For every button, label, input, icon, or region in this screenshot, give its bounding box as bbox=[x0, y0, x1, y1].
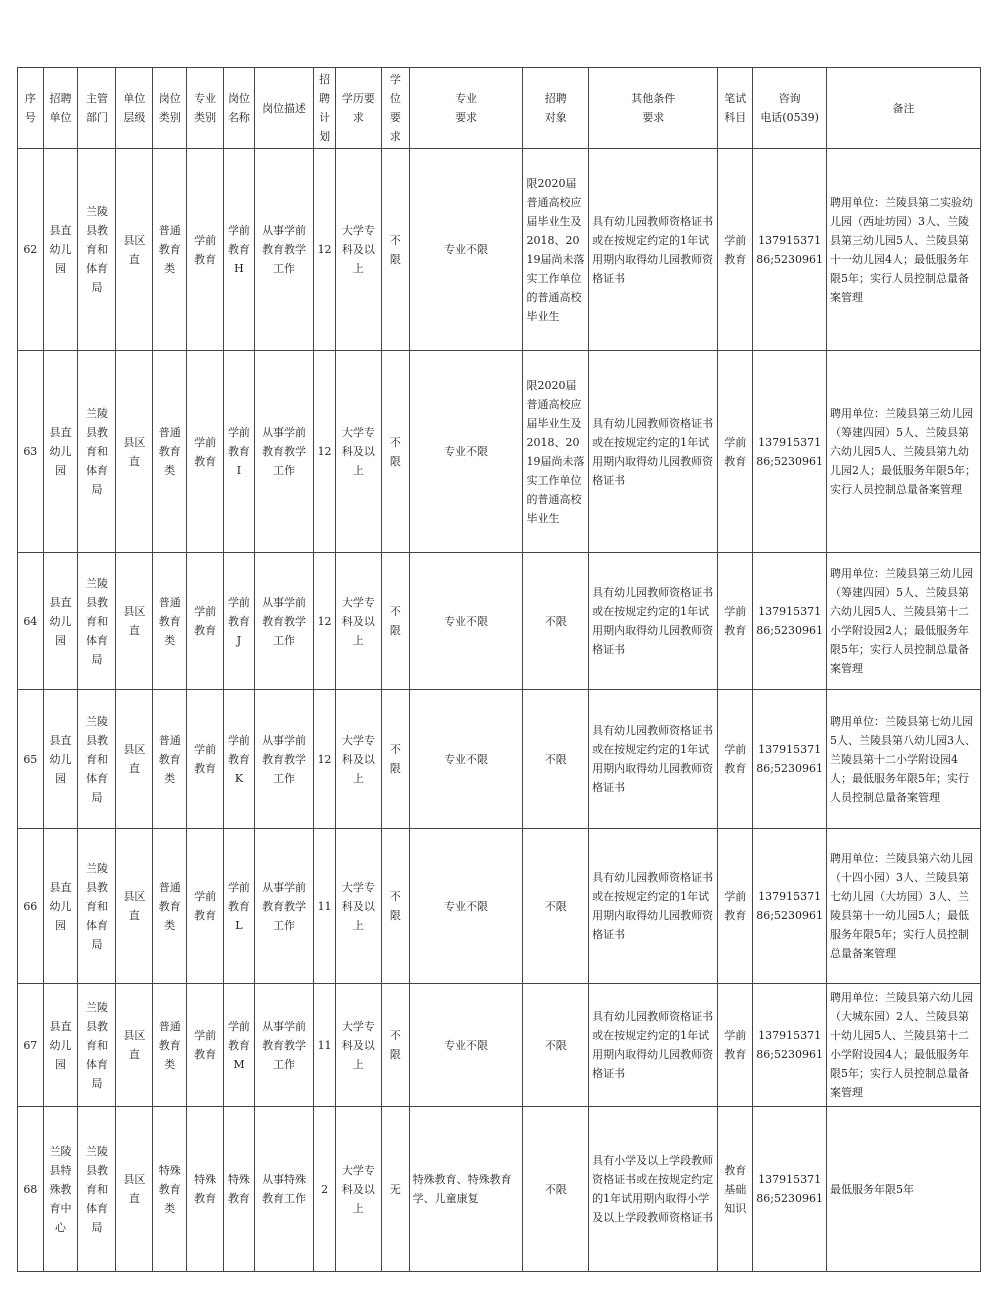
cell-level: 县区直 bbox=[116, 1107, 153, 1272]
table-row bbox=[18, 984, 981, 1107]
cell-exam: 学前教育 bbox=[718, 149, 753, 351]
cell-degree: 不限 bbox=[381, 351, 409, 553]
cell-exam: 学前教育 bbox=[718, 829, 753, 984]
cell-education: 大学专科及以上 bbox=[335, 553, 381, 690]
cell-remark: 聘用单位：兰陵县第七幼儿园5人、兰陵县第八幼儿园3人、兰陵县第十二小学附设园4人；最低服务年限5年；实行人员控制总量备案管理 bbox=[827, 690, 981, 829]
cell-remark: 聘用单位：兰陵县第三幼儿园（筹建四园）5人、兰陵县第六幼儿园5人、兰陵县第九幼儿园2人；最低服务年限5年；实行人员控制总量备案管理 bbox=[827, 351, 981, 553]
cell-authority: 兰陵县教育和体育局 bbox=[78, 690, 116, 829]
cell-seq: 67 bbox=[18, 984, 44, 1107]
cell-post-type: 普通教育类 bbox=[153, 829, 187, 984]
cell-education: 大学专科及以上 bbox=[335, 829, 381, 984]
cell-target: 不限 bbox=[523, 1107, 589, 1272]
cell-major-type: 学前教育 bbox=[187, 984, 224, 1107]
header-plan: 招聘计划 bbox=[314, 68, 336, 149]
table-row bbox=[18, 149, 981, 351]
cell-major-type: 学前教育 bbox=[187, 553, 224, 690]
cell-degree: 无 bbox=[381, 1107, 409, 1272]
cell-unit: 县直幼儿园 bbox=[43, 149, 78, 351]
cell-remark: 聘用单位：兰陵县第六幼儿园（十四小园）3人、兰陵县第七幼儿园（大坊园）3人、兰陵县第十一幼儿园5人；最低服务年限5年；实行人员控制总量备案管理 bbox=[827, 829, 981, 984]
cell-post-name: 学前教育L bbox=[224, 829, 255, 984]
header-remark: 备注 bbox=[827, 68, 981, 149]
cell-unit: 兰陵县特殊教育中心 bbox=[43, 1107, 78, 1272]
table-row bbox=[18, 829, 981, 984]
cell-major-type: 学前教育 bbox=[187, 149, 224, 351]
cell-post-desc: 从事学前教育教学工作 bbox=[254, 149, 313, 351]
cell-post-type: 普通教育类 bbox=[153, 351, 187, 553]
cell-phone: 13791537186;5230961 bbox=[753, 984, 827, 1107]
header-post-desc: 岗位描述 bbox=[254, 68, 313, 149]
cell-post-desc: 从事特殊教育工作 bbox=[254, 1107, 313, 1272]
cell-level: 县区直 bbox=[116, 829, 153, 984]
header-seq: 序号 bbox=[18, 68, 44, 149]
cell-unit: 县直幼儿园 bbox=[43, 351, 78, 553]
cell-target: 不限 bbox=[523, 690, 589, 829]
cell-exam: 学前教育 bbox=[718, 351, 753, 553]
cell-post-type: 特殊教育类 bbox=[153, 1107, 187, 1272]
cell-major-req: 专业不限 bbox=[409, 829, 523, 984]
cell-other: 具有幼儿园教师资格证书或在按规定约定的1年试用期内取得幼儿园教师资格证书 bbox=[589, 553, 718, 690]
cell-other: 具有幼儿园教师资格证书或在按规定约定的1年试用期内取得幼儿园教师资格证书 bbox=[589, 984, 718, 1107]
cell-seq: 64 bbox=[18, 553, 44, 690]
cell-education: 大学专科及以上 bbox=[335, 984, 381, 1107]
cell-phone: 13791537186;5230961 bbox=[753, 351, 827, 553]
cell-level: 县区直 bbox=[116, 351, 153, 553]
cell-level: 县区直 bbox=[116, 553, 153, 690]
cell-major-req: 专业不限 bbox=[409, 984, 523, 1107]
recruitment-table bbox=[17, 67, 981, 1272]
cell-education: 大学专科及以上 bbox=[335, 149, 381, 351]
cell-degree: 不限 bbox=[381, 984, 409, 1107]
cell-major-type: 学前教育 bbox=[187, 690, 224, 829]
cell-post-desc: 从事学前教育教学工作 bbox=[254, 553, 313, 690]
cell-seq: 63 bbox=[18, 351, 44, 553]
cell-major-req: 专业不限 bbox=[409, 690, 523, 829]
header-other: 其他条件 要求 bbox=[589, 68, 718, 149]
cell-exam: 学前教育 bbox=[718, 690, 753, 829]
cell-seq: 62 bbox=[18, 149, 44, 351]
cell-post-type: 普通教育类 bbox=[153, 690, 187, 829]
cell-remark: 聘用单位：兰陵县第三幼儿园（筹建四园）5人、兰陵县第六幼儿园5人、兰陵县第十二小学附设园2人；最低服务年限5年；实行人员控制总量备案管理 bbox=[827, 553, 981, 690]
cell-plan: 11 bbox=[314, 829, 336, 984]
table-header-row bbox=[18, 68, 981, 149]
cell-plan: 12 bbox=[314, 351, 336, 553]
header-phone: 咨询 电话(0539) bbox=[753, 68, 827, 149]
cell-authority: 兰陵县教育和体育局 bbox=[78, 351, 116, 553]
cell-phone: 13791537186;5230961 bbox=[753, 829, 827, 984]
cell-post-type: 普通教育类 bbox=[153, 984, 187, 1107]
cell-phone: 13791537186;5230961 bbox=[753, 1107, 827, 1272]
cell-level: 县区直 bbox=[116, 690, 153, 829]
cell-other: 具有幼儿园教师资格证书或在按规定约定的1年试用期内取得幼儿园教师资格证书 bbox=[589, 829, 718, 984]
cell-target: 不限 bbox=[523, 984, 589, 1107]
cell-phone: 13791537186;5230961 bbox=[753, 690, 827, 829]
cell-degree: 不限 bbox=[381, 553, 409, 690]
cell-plan: 11 bbox=[314, 984, 336, 1107]
cell-education: 大学专科及以上 bbox=[335, 690, 381, 829]
cell-post-type: 普通教育类 bbox=[153, 149, 187, 351]
header-target: 招聘 对象 bbox=[523, 68, 589, 149]
cell-major-req: 特殊教育、特殊教育学、儿童康复 bbox=[409, 1107, 523, 1272]
cell-other: 具有幼儿园教师资格证书或在按规定约定的1年试用期内取得幼儿园教师资格证书 bbox=[589, 149, 718, 351]
cell-remark: 聘用单位：兰陵县第六幼儿园（大城东园）2人、兰陵县第十幼儿园5人、兰陵县第十二小学附设园4人；最低服务年限5年；实行人员控制总量备案管理 bbox=[827, 984, 981, 1107]
cell-post-desc: 从事学前教育教学工作 bbox=[254, 829, 313, 984]
table-row bbox=[18, 690, 981, 829]
cell-post-name: 特殊教育 bbox=[224, 1107, 255, 1272]
header-post-type: 岗位类别 bbox=[153, 68, 187, 149]
cell-degree: 不限 bbox=[381, 149, 409, 351]
cell-remark: 最低服务年限5年 bbox=[827, 1107, 981, 1272]
cell-target: 限2020届普通高校应届毕业生及2018、2019届尚未落实工作单位的普通高校毕业生 bbox=[523, 351, 589, 553]
cell-post-name: 学前教育K bbox=[224, 690, 255, 829]
cell-seq: 65 bbox=[18, 690, 44, 829]
header-exam: 笔试科目 bbox=[718, 68, 753, 149]
cell-post-desc: 从事学前教育教学工作 bbox=[254, 690, 313, 829]
cell-unit: 县直幼儿园 bbox=[43, 984, 78, 1107]
cell-post-desc: 从事学前教育教学工作 bbox=[254, 351, 313, 553]
header-unit: 招聘单位 bbox=[43, 68, 78, 149]
cell-exam: 学前教育 bbox=[718, 984, 753, 1107]
cell-unit: 县直幼儿园 bbox=[43, 690, 78, 829]
cell-exam: 学前教育 bbox=[718, 553, 753, 690]
cell-level: 县区直 bbox=[116, 984, 153, 1107]
cell-phone: 13791537186;5230961 bbox=[753, 149, 827, 351]
cell-authority: 兰陵县教育和体育局 bbox=[78, 984, 116, 1107]
cell-plan: 12 bbox=[314, 553, 336, 690]
cell-other: 具有幼儿园教师资格证书或在按规定约定的1年试用期内取得幼儿园教师资格证书 bbox=[589, 690, 718, 829]
cell-remark: 聘用单位：兰陵县第二实验幼儿园（西址坊园）3人、兰陵县第三幼儿园5人、兰陵县第十一幼儿园4人；最低服务年限5年；实行人员控制总量备案管理 bbox=[827, 149, 981, 351]
table-row bbox=[18, 553, 981, 690]
header-education: 学历要求 bbox=[335, 68, 381, 149]
cell-phone: 13791537186;5230961 bbox=[753, 553, 827, 690]
cell-other: 具有幼儿园教师资格证书或在按规定约定的1年试用期内取得幼儿园教师资格证书 bbox=[589, 351, 718, 553]
cell-post-name: 学前教育M bbox=[224, 984, 255, 1107]
cell-major-type: 学前教育 bbox=[187, 829, 224, 984]
cell-post-name: 学前教育J bbox=[224, 553, 255, 690]
cell-major-req: 专业不限 bbox=[409, 553, 523, 690]
cell-authority: 兰陵县教育和体育局 bbox=[78, 1107, 116, 1272]
cell-authority: 兰陵县教育和体育局 bbox=[78, 149, 116, 351]
cell-plan: 12 bbox=[314, 149, 336, 351]
header-post-name: 岗位名称 bbox=[224, 68, 255, 149]
cell-exam: 教育基础知识 bbox=[718, 1107, 753, 1272]
header-authority: 主管部门 bbox=[78, 68, 116, 149]
cell-plan: 12 bbox=[314, 690, 336, 829]
cell-seq: 66 bbox=[18, 829, 44, 984]
header-major-req: 专业 要求 bbox=[409, 68, 523, 149]
cell-education: 大学专科及以上 bbox=[335, 1107, 381, 1272]
cell-plan: 2 bbox=[314, 1107, 336, 1272]
cell-post-name: 学前教育I bbox=[224, 351, 255, 553]
cell-post-type: 普通教育类 bbox=[153, 553, 187, 690]
cell-authority: 兰陵县教育和体育局 bbox=[78, 829, 116, 984]
table-row bbox=[18, 351, 981, 553]
cell-target: 不限 bbox=[523, 829, 589, 984]
cell-target: 限2020届普通高校应届毕业生及2018、2019届尚未落实工作单位的普通高校毕业生 bbox=[523, 149, 589, 351]
cell-post-name: 学前教育H bbox=[224, 149, 255, 351]
cell-unit: 县直幼儿园 bbox=[43, 829, 78, 984]
cell-target: 不限 bbox=[523, 553, 589, 690]
cell-degree: 不限 bbox=[381, 829, 409, 984]
cell-post-desc: 从事学前教育教学工作 bbox=[254, 984, 313, 1107]
cell-major-req: 专业不限 bbox=[409, 351, 523, 553]
cell-education: 大学专科及以上 bbox=[335, 351, 381, 553]
cell-seq: 68 bbox=[18, 1107, 44, 1272]
header-degree: 学位要求 bbox=[381, 68, 409, 149]
cell-other: 具有小学及以上学段教师资格证书或在按规定约定的1年试用期内取得小学及以上学段教师资格证书 bbox=[589, 1107, 718, 1272]
cell-major-type: 学前教育 bbox=[187, 351, 224, 553]
cell-degree: 不限 bbox=[381, 690, 409, 829]
header-major-type: 专业类别 bbox=[187, 68, 224, 149]
header-level: 单位层级 bbox=[116, 68, 153, 149]
table-row bbox=[18, 1107, 981, 1272]
cell-authority: 兰陵县教育和体育局 bbox=[78, 553, 116, 690]
cell-level: 县区直 bbox=[116, 149, 153, 351]
cell-major-type: 特殊教育 bbox=[187, 1107, 224, 1272]
cell-major-req: 专业不限 bbox=[409, 149, 523, 351]
cell-unit: 县直幼儿园 bbox=[43, 553, 78, 690]
